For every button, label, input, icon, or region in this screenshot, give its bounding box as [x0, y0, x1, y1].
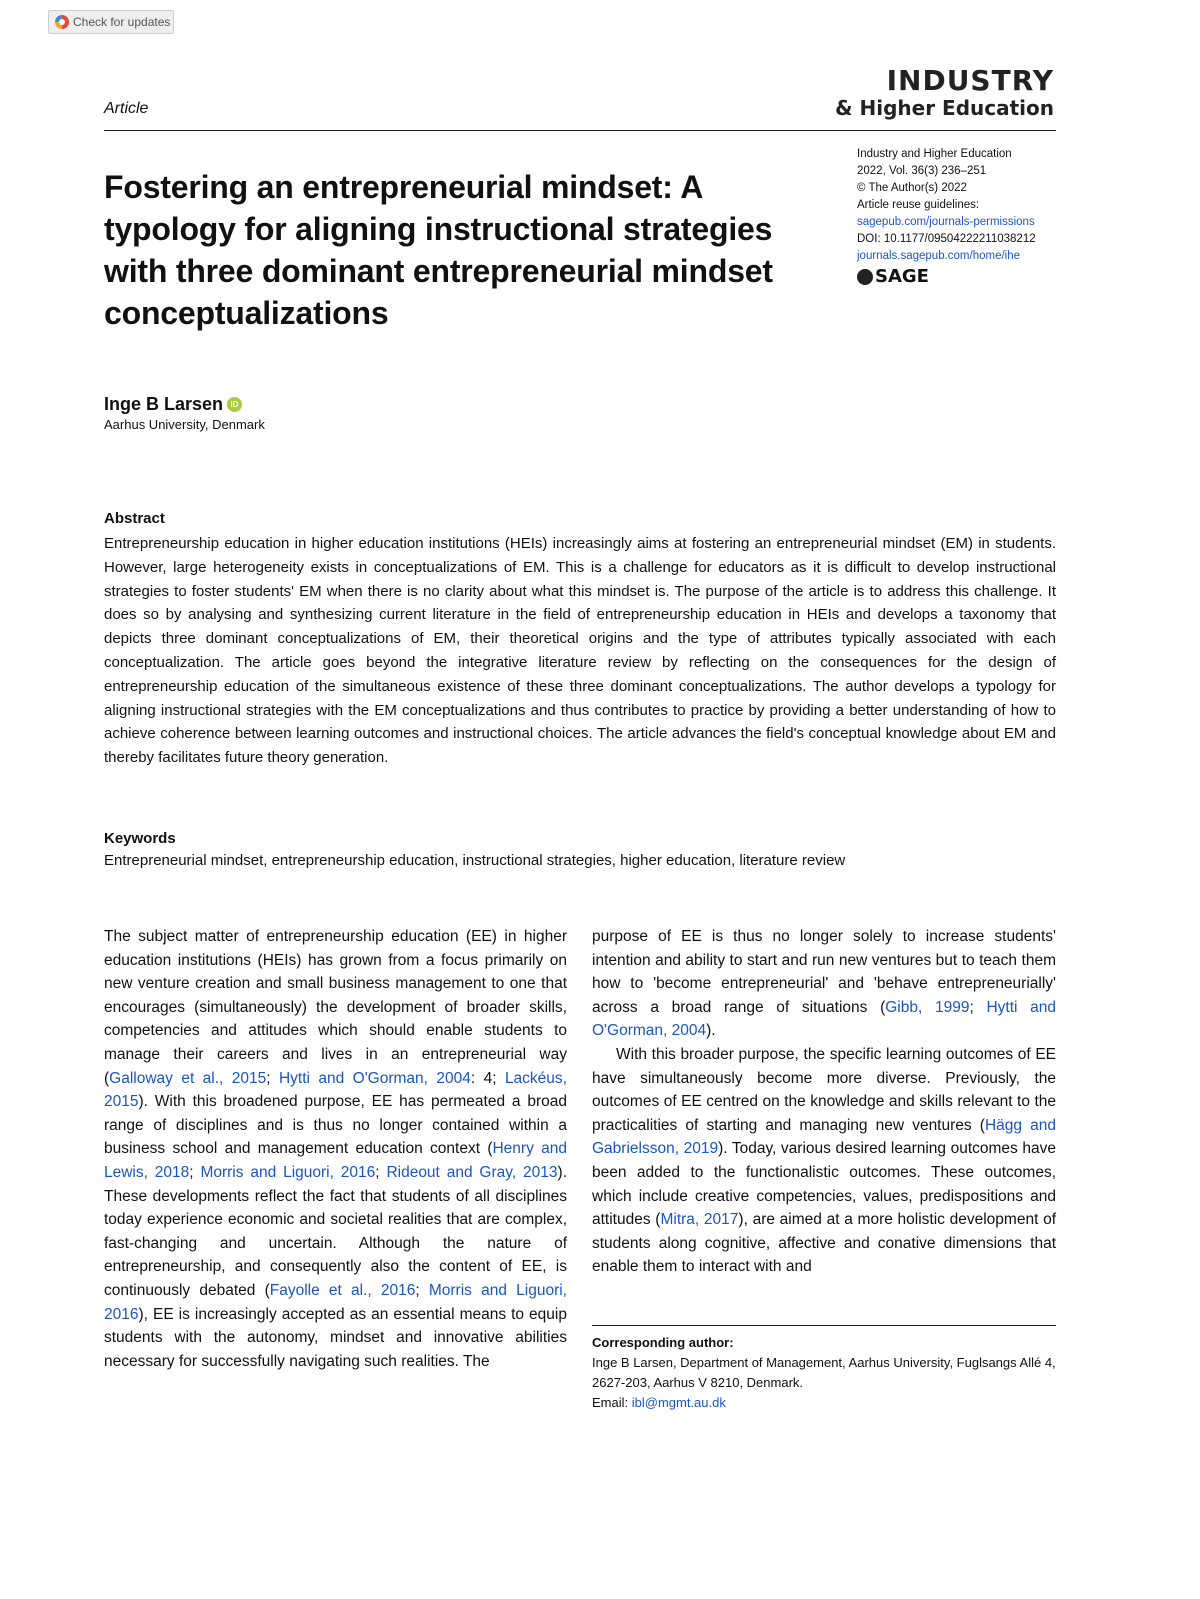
body-text: With this broader purpose, the specific learning outcomes of EE have simultaneously become more diverse. Previously, the outcomes of EE centred on the knowledge and skills relevant to the practicalities of starting and managing new ventures (: [592, 1045, 1056, 1134]
citation-link[interactable]: Hytti and O'Gorman, 2004: [592, 998, 1056, 1040]
body-text: : 4;: [470, 1069, 505, 1087]
citation-link[interactable]: Rideout and Gray, 2013: [386, 1163, 558, 1181]
body-text: ;: [415, 1281, 429, 1299]
body-text: The subject matter of entrepreneurship education (EE) in higher education institutions (HEIs) has grown from a focus primarily on new venture creation and small business management to one that encourages (simultaneously) the development of broader skills, competencies and attitudes which should enable students to manage their careers and lives in an entrepreneurial way (: [104, 928, 567, 1087]
body-text: ;: [189, 1163, 201, 1181]
citation-link[interactable]: Fayolle et al., 2016: [269, 1281, 416, 1299]
reuse-label: Article reuse guidelines:: [857, 199, 980, 211]
body-paragraph: [592, 1043, 1056, 1279]
journal-logo-line2: & Higher Education: [835, 96, 1054, 120]
citation-link[interactable]: Mitra, 2017: [660, 1211, 739, 1229]
article-type-label: Article: [104, 100, 149, 117]
author-affiliation: Aarhus University, Denmark: [104, 417, 265, 432]
body-column-right: [592, 925, 1056, 1279]
body-text: ), are aimed at a more holistic development of students along cognitive, affective and conative dimensions that enable them to interact with and: [592, 1211, 1057, 1276]
journal-link[interactable]: journals.sagepub.com/home/ihe: [857, 250, 1021, 262]
email-link[interactable]: ibl@mgmt.au.dk: [631, 1395, 726, 1410]
email-label: Email:: [592, 1395, 632, 1410]
journal-logo-line1: INDUSTRY: [886, 64, 1054, 97]
citation-link[interactable]: Hägg and Gabrielsson, 2019: [592, 1116, 1056, 1158]
body-text: ). With this broadened purpose, EE has permeated a broad range of disciplines and is thus no longer contained within a business school and management education context (: [104, 1093, 567, 1158]
author-name: Inge B Larsen: [104, 394, 224, 414]
doi: DOI: 10.1177/09504222211038212: [857, 233, 1036, 245]
check-for-updates-label: Check for updates: [73, 15, 171, 29]
body-paragraph: [104, 925, 567, 1373]
body-text: ;: [266, 1069, 279, 1087]
body-text: ). Today, various desired learning outcomes have been added to the functionalistic outcomes. These outcomes, which include creative competencies, values, predispositions and attitudes (: [592, 1140, 1056, 1229]
citation-link[interactable]: Gibb, 1999: [885, 998, 970, 1016]
citation-link[interactable]: Galloway et al., 2015: [109, 1069, 267, 1087]
body-text: purpose of EE is thus no longer solely to increase students' intention and ability to start and run new ventures but to teach them how to 'become entrepreneurial' and 'behave entrepreneurially' across a broad range of situations (: [592, 928, 1056, 1016]
journal-name: Industry and Higher Education: [857, 148, 1012, 160]
author-block: [104, 394, 242, 415]
reuse-link[interactable]: sagepub.com/journals-permissions: [857, 216, 1035, 228]
volume-info: 2022, Vol. 36(3) 236–251: [857, 165, 987, 177]
keywords-heading: Keywords: [104, 830, 176, 847]
body-paragraph: [592, 925, 1056, 1043]
corresponding-address: Inge B Larsen, Department of Management, Aarhus University, Fuglsangs Allé 4, 2627-203, Aarhus V 8210, Denmark.: [592, 1355, 1056, 1390]
copyright: © The Author(s) 2022: [857, 182, 967, 194]
sage-logo-icon: [857, 269, 873, 285]
citation-link[interactable]: Lackéus, 2015: [104, 1069, 567, 1111]
body-text: ;: [969, 998, 987, 1016]
citation-link[interactable]: Hytti and O'Gorman, 2004: [278, 1069, 471, 1087]
citation-link[interactable]: Morris and Liguori, 2016: [200, 1163, 376, 1181]
orcid-icon[interactable]: iD: [227, 397, 242, 412]
header-divider: [104, 130, 1056, 131]
body-column-left: [104, 925, 567, 1373]
body-text: ;: [375, 1163, 387, 1181]
corresponding-author-block: [592, 1333, 1056, 1413]
body-text: ).: [706, 1022, 716, 1040]
check-for-updates-button[interactable]: [48, 10, 174, 34]
abstract-heading: Abstract: [104, 510, 165, 527]
publisher-logo: [857, 268, 1077, 285]
keywords-text: Entrepreneurial mindset, entrepreneurship education, instructional strategies, higher education, literature review: [104, 852, 846, 869]
body-text: ). These developments reflect the fact that students of all disciplines today experience economic and societal realities that are complex, fast-changing and uncertain. Although the nature of entrepreneurship, and consequently also the content of EE, is continuously debated (: [104, 1163, 567, 1299]
article-title: Fostering an entrepreneurial mindset: A typology for aligning instructional strategies with three dominant entrepreneurial mindset conceptualizations: [104, 169, 773, 331]
article-meta: [857, 146, 1077, 285]
corresponding-email-line: [592, 1393, 1056, 1413]
publisher-name: SAGE: [875, 266, 929, 287]
citation-link[interactable]: Morris and Liguori, 2016: [104, 1281, 567, 1323]
corresponding-heading: Corresponding author:: [592, 1335, 734, 1350]
crossmark-icon: [55, 15, 69, 29]
body-text: ), EE is increasingly accepted as an essential means to equip students with the autonomy, mindset and innovative abilities necessary for successfully navigating such realities. The: [104, 1305, 567, 1370]
citation-link[interactable]: Henry and Lewis, 2018: [104, 1140, 567, 1181]
footnote-divider: [592, 1325, 1056, 1326]
abstract-text: Entrepreneurship education in higher education institutions (HEIs) increasingly aims at fostering an entrepreneurial mindset (EM) in students. However, large heterogeneity exists in conceptualizations of EM. This is a challenge for educators as it is difficult to develop instructional strategies to foster students' EM when there is no clarity about what this mindset is. The purpose of the article is to address this challenge. It does so by analysing and synthesizing current literature in the field of entrepreneurship education in HEIs and develops a taxonomy that depicts three dominant conceptualizations of EM, their theoretical origins and the type of attributes typically associated with each conceptualization. The article goes beyond the integrative literature review by reflecting on the consequences for the design of entrepreneurship education of the simultaneous existence of these three dominant conceptualizations. The author develops a typology for aligning instructional strategies with the EM conceptualizations and thus contributes to practice by providing a better understanding of how to achieve coherence between learning outcomes and instructional choices. The article advances the field's conceptual knowledge about EM and thereby facilitates future theory generation.: [104, 535, 1056, 767]
